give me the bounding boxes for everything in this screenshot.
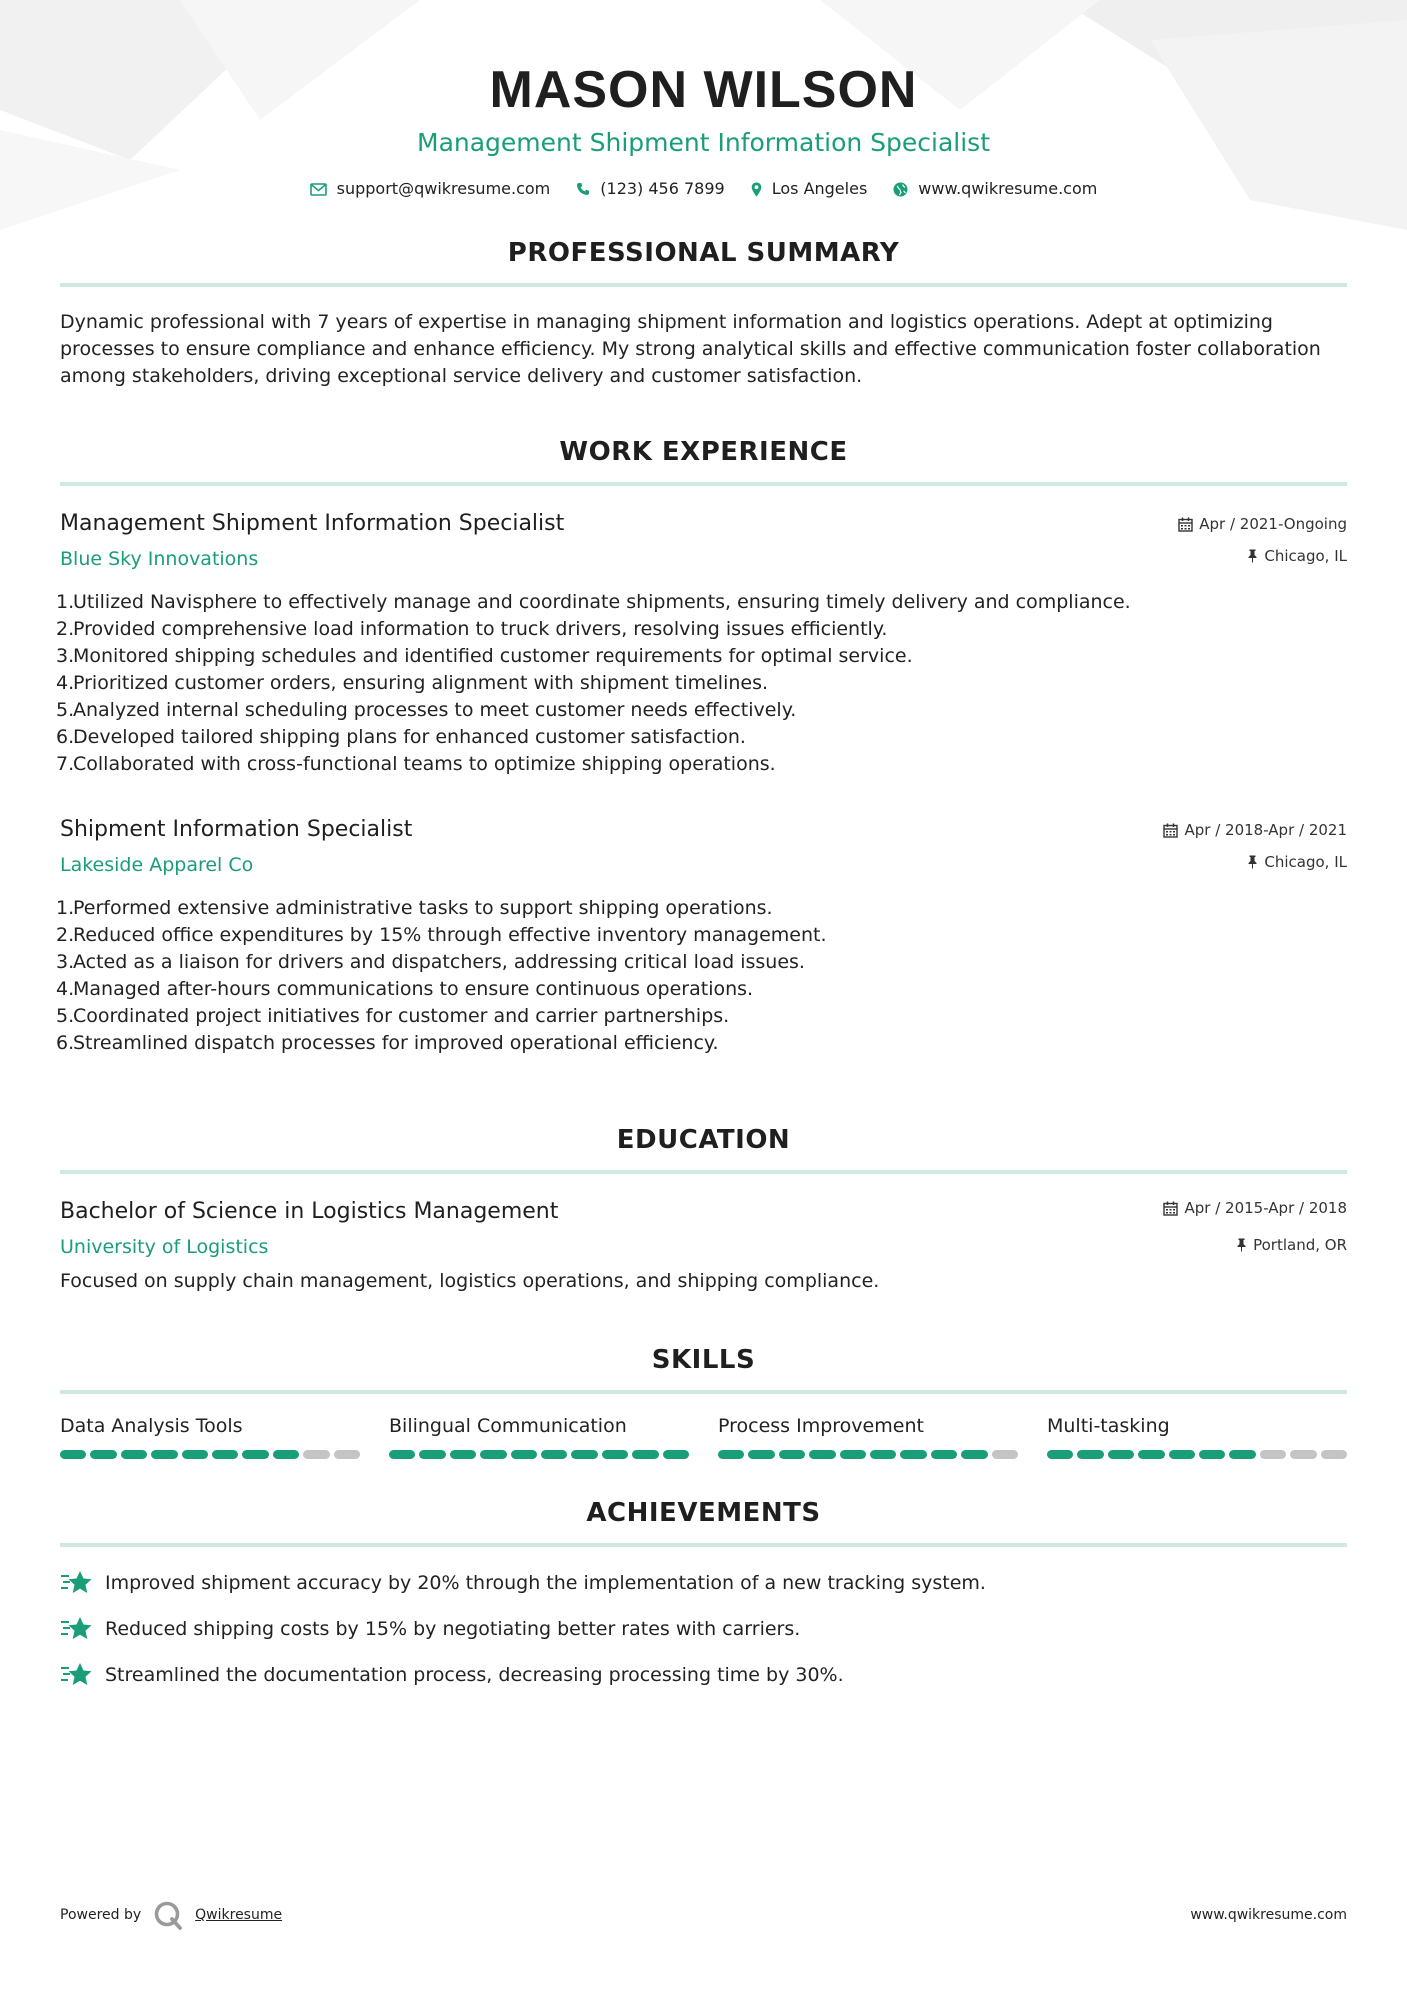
- bullet-number: 3.: [56, 951, 75, 973]
- job-title: Management Shipment Information Specialist: [60, 511, 565, 536]
- skills-heading: SKILLS: [651, 1345, 756, 1375]
- skills-divider: [60, 1390, 1347, 1394]
- job-location: Chicago, IL: [1264, 853, 1347, 871]
- envelope-icon: [310, 183, 327, 196]
- pushpin-icon: [1236, 1238, 1247, 1252]
- skill-segment-filled: [1077, 1450, 1103, 1459]
- calendar-icon: [1163, 823, 1178, 838]
- candidate-name: MASON WILSON: [489, 61, 918, 119]
- skills-list: [60, 1414, 1347, 1459]
- calendar-icon: [1178, 517, 1193, 532]
- achievement-text: Reduced shipping costs by 15% by negotiating better rates with carriers.: [105, 1618, 801, 1640]
- contact-website[interactable]: [893, 178, 1097, 200]
- skill-segment-filled: [182, 1450, 208, 1459]
- phone-icon: [576, 182, 590, 196]
- skill-segment-filled: [450, 1450, 476, 1459]
- skill-segment-filled: [242, 1450, 268, 1459]
- candidate-title: Management Shipment Information Specialist: [417, 128, 990, 157]
- bullet-text: Streamlined dispatch processes for improved operational efficiency.: [73, 1032, 719, 1054]
- skill-segment-filled: [389, 1450, 415, 1459]
- skill-segment-empty: [1290, 1450, 1316, 1459]
- skill-segment-filled: [480, 1450, 506, 1459]
- skill-segment-filled: [663, 1450, 689, 1459]
- bullet-number: 5.: [56, 699, 75, 721]
- summary-divider: [60, 283, 1347, 287]
- skill-segment-filled: [273, 1450, 299, 1459]
- bullet-number: 6.: [56, 1032, 75, 1054]
- bullet-text: Prioritized customer orders, ensuring alignment with shipment timelines.: [73, 672, 769, 694]
- qwikresume-logo-icon: [153, 1900, 183, 1930]
- achievements-section: [60, 1497, 1347, 1689]
- list-item: [56, 1030, 1347, 1057]
- bullet-text: Coordinated project initiatives for customer and carrier partnerships.: [73, 1005, 730, 1027]
- skill-segment-filled: [1169, 1450, 1195, 1459]
- list-item: [56, 697, 1347, 724]
- skills-section: [60, 1344, 1347, 1459]
- school-name: University of Logistics: [60, 1236, 269, 1258]
- bullet-number: 4.: [56, 672, 75, 694]
- list-item: [60, 1569, 1347, 1597]
- skill-segment-empty: [1321, 1450, 1347, 1459]
- skill-segment-empty: [992, 1450, 1018, 1459]
- job-entry: [56, 510, 1347, 778]
- list-item: [56, 589, 1347, 616]
- footer-website[interactable]: www.qwikresume.com: [1190, 1907, 1347, 1923]
- bullet-text: Acted as a liaison for drivers and dispatchers, addressing critical load issues.: [73, 951, 805, 973]
- skill-item: [1047, 1414, 1347, 1459]
- list-item: [56, 751, 1347, 778]
- bullet-text: Managed after-hours communications to ensure continuous operations.: [73, 978, 754, 1000]
- education-section: [60, 1124, 1347, 1294]
- powered-by-label: Powered by: [60, 1907, 142, 1923]
- achievement-text: Streamlined the documentation process, decreasing processing time by 30%.: [105, 1664, 844, 1686]
- list-item: [56, 922, 1347, 949]
- bullet-text: Monitored shipping schedules and identified customer requirements for optimal service.: [73, 645, 913, 667]
- skill-segment-filled: [1138, 1450, 1164, 1459]
- skill-segment-filled: [961, 1450, 987, 1459]
- job-company: Blue Sky Innovations: [60, 548, 259, 570]
- star-icon: [60, 1615, 94, 1643]
- bullet-number: 2.: [56, 924, 75, 946]
- summary-heading: PROFESSIONAL SUMMARY: [507, 238, 900, 268]
- job-title: Shipment Information Specialist: [60, 817, 413, 842]
- skill-segment-empty: [303, 1450, 329, 1459]
- skill-level-bar: [718, 1450, 1018, 1459]
- calendar-icon: [1163, 1201, 1178, 1216]
- job-bullets: [56, 895, 1347, 1057]
- skill-segment-filled: [511, 1450, 537, 1459]
- contact-website-text: www.qwikresume.com: [918, 179, 1098, 198]
- list-item: [60, 1661, 1347, 1689]
- skill-name: Process Improvement: [718, 1415, 924, 1437]
- achievements-list: [60, 1569, 1347, 1689]
- list-item: [56, 724, 1347, 751]
- list-item: [56, 895, 1347, 922]
- achievements-divider: [60, 1543, 1347, 1547]
- bullet-number: 6.: [56, 726, 75, 748]
- skill-segment-filled: [1229, 1450, 1255, 1459]
- skill-segment-filled: [121, 1450, 147, 1459]
- job-dates: Apr / 2021-Ongoing: [1199, 515, 1347, 533]
- skill-segment-filled: [602, 1450, 628, 1459]
- skill-name: Data Analysis Tools: [60, 1415, 243, 1437]
- skill-segment-filled: [809, 1450, 835, 1459]
- degree-title: Bachelor of Science in Logistics Management: [60, 1199, 559, 1224]
- education-entry: [60, 1198, 1347, 1294]
- qwikresume-link[interactable]: Qwikresume: [195, 1907, 283, 1923]
- bullet-text: Utilized Navisphere to effectively manage and coordinate shipments, ensuring timely delivery and compliance.: [73, 591, 1131, 613]
- contact-phone[interactable]: [576, 178, 724, 200]
- experience-divider: [60, 482, 1347, 486]
- pushpin-icon: [1247, 855, 1258, 869]
- education-location: Portland, OR: [1253, 1236, 1347, 1254]
- summary-text: Dynamic professional with 7 years of expertise in managing shipment information and logistics operations. Adept at optimizing processes to ensure compliance and enhance efficiency. My strong analytical skills and effective communication foster collaboration among stakeholders, driving exceptional service delivery and customer satisfaction.: [60, 311, 1321, 387]
- bullet-number: 1.: [56, 897, 75, 919]
- bullet-text: Analyzed internal scheduling processes to meet customer needs effectively.: [73, 699, 797, 721]
- list-item: [60, 1615, 1347, 1643]
- skill-name: Bilingual Communication: [389, 1415, 627, 1437]
- bullet-number: 5.: [56, 1005, 75, 1027]
- star-icon: [60, 1569, 94, 1597]
- skill-segment-filled: [151, 1450, 177, 1459]
- skill-level-bar: [1047, 1450, 1347, 1459]
- skill-name: Multi-tasking: [1047, 1415, 1170, 1437]
- skill-level-bar: [60, 1450, 360, 1459]
- contact-location-text: Los Angeles: [771, 179, 868, 198]
- job-meta: [1178, 510, 1347, 566]
- list-item: [56, 616, 1347, 643]
- contact-phone-text: (123) 456 7899: [600, 179, 725, 198]
- education-description: Focused on supply chain management, logistics operations, and shipping compliance.: [60, 1270, 880, 1292]
- skill-segment-filled: [212, 1450, 238, 1459]
- education-meta: [1163, 1198, 1347, 1255]
- contact-email-text: support@qwikresume.com: [336, 179, 551, 198]
- bullet-number: 2.: [56, 618, 75, 640]
- achievements-heading: ACHIEVEMENTS: [586, 1498, 821, 1528]
- list-item: [56, 1003, 1347, 1030]
- skill-segment-filled: [1199, 1450, 1225, 1459]
- skill-segment-filled: [60, 1450, 86, 1459]
- education-dates: Apr / 2015-Apr / 2018: [1184, 1199, 1347, 1217]
- footer: [60, 1900, 1347, 1930]
- job-entry: [56, 816, 1347, 1057]
- summary-section: [60, 237, 1347, 390]
- skill-item: [60, 1414, 360, 1459]
- contact-bar: [60, 178, 1347, 200]
- skill-segment-filled: [1047, 1450, 1073, 1459]
- skill-segment-filled: [1108, 1450, 1134, 1459]
- bullet-text: Collaborated with cross-functional teams to optimize shipping operations.: [73, 753, 776, 775]
- powered-by: [60, 1900, 282, 1930]
- bullet-text: Developed tailored shipping plans for enhanced customer satisfaction.: [73, 726, 746, 748]
- star-icon: [60, 1661, 94, 1689]
- skill-segment-filled: [900, 1450, 926, 1459]
- job-bullets: [56, 589, 1347, 778]
- job-dates: Apr / 2018-Apr / 2021: [1184, 821, 1347, 839]
- skill-segment-filled: [632, 1450, 658, 1459]
- pushpin-icon: [1247, 549, 1258, 563]
- bullet-text: Performed extensive administrative tasks to support shipping operations.: [73, 897, 773, 919]
- globe-icon: [893, 182, 908, 197]
- skill-segment-filled: [779, 1450, 805, 1459]
- bullet-text: Provided comprehensive load information to truck drivers, resolving issues efficiently.: [73, 618, 888, 640]
- skill-segment-filled: [840, 1450, 866, 1459]
- job-company: Lakeside Apparel Co: [60, 854, 254, 876]
- education-heading: EDUCATION: [616, 1125, 791, 1155]
- skill-segment-filled: [541, 1450, 567, 1459]
- skill-level-bar: [389, 1450, 689, 1459]
- contact-location: [751, 178, 868, 200]
- skill-segment-empty: [1260, 1450, 1286, 1459]
- bullet-text: Reduced office expenditures by 15% through effective inventory management.: [73, 924, 827, 946]
- skill-segment-filled: [90, 1450, 116, 1459]
- skill-item: [718, 1414, 1018, 1459]
- bullet-number: 7.: [56, 753, 75, 775]
- bullet-number: 4.: [56, 978, 75, 1000]
- skill-segment-filled: [419, 1450, 445, 1459]
- achievement-text: Improved shipment accuracy by 20% through the implementation of a new tracking system.: [105, 1572, 986, 1594]
- skill-segment-empty: [334, 1450, 360, 1459]
- job-location: Chicago, IL: [1264, 547, 1347, 565]
- skill-item: [389, 1414, 689, 1459]
- list-item: [56, 643, 1347, 670]
- skill-segment-filled: [931, 1450, 957, 1459]
- list-item: [56, 949, 1347, 976]
- bullet-number: 3.: [56, 645, 75, 667]
- skill-segment-filled: [571, 1450, 597, 1459]
- skill-segment-filled: [718, 1450, 744, 1459]
- bullet-number: 1.: [56, 591, 75, 613]
- experience-heading: WORK EXPERIENCE: [559, 437, 848, 467]
- education-divider: [60, 1170, 1347, 1174]
- skill-segment-filled: [748, 1450, 774, 1459]
- map-pin-icon: [751, 182, 762, 197]
- list-item: [56, 976, 1347, 1003]
- contact-email[interactable]: [310, 178, 551, 200]
- skill-segment-filled: [870, 1450, 896, 1459]
- list-item: [56, 670, 1347, 697]
- job-meta: [1163, 816, 1347, 872]
- experience-section: [56, 436, 1347, 1057]
